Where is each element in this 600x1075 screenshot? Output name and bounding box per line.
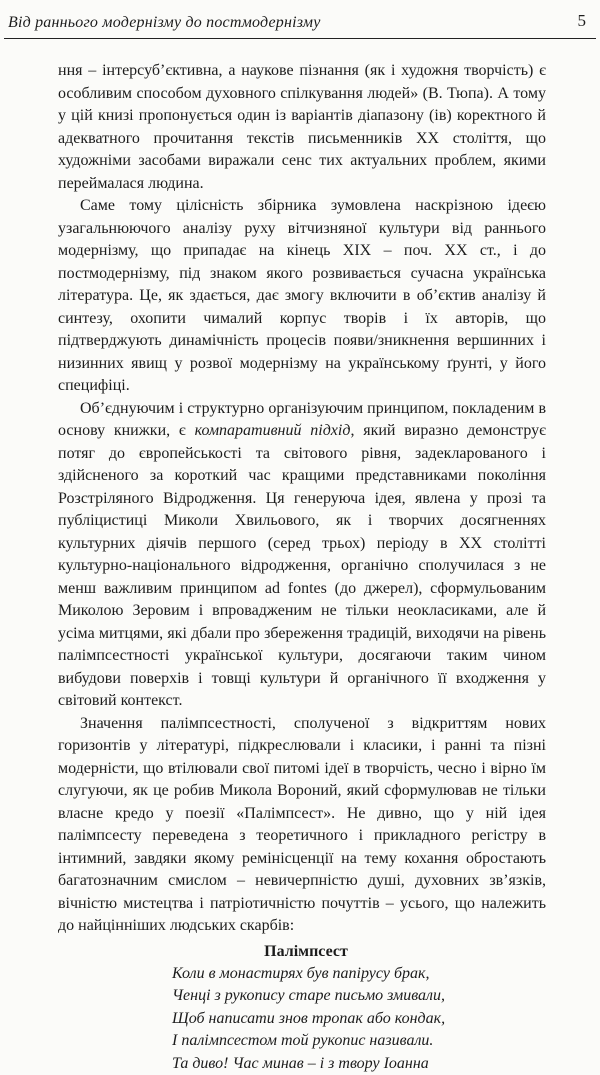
paragraph-text: Саме тому цілісність збірника зумовлена наскрізною ідеєю узагальнюючого аналізу руху вітчизняної культури від раннього модернізму, що припадає на кінець ХІХ – поч. ХХ ст., і до постмодернізму, під знаком якого розвивається сучасна українська література. Це, як здається, дає змогу включити в об’єктив аналізу й синтезу, охопити чималий корпус творів і їх авторів, що підтверджують динамічність процесів появи/зникнення вершинних і низинних явищ у розвої модернізму на українському ґрунті, у його специфіці. bbox=[58, 197, 546, 394]
page-header bbox=[0, 0, 600, 40]
poem bbox=[58, 941, 546, 1075]
poem-line: Та диво! Час минав – і з твору Іоанна bbox=[58, 1053, 546, 1075]
poem-title: Палімпсест bbox=[58, 941, 546, 963]
paragraph bbox=[58, 195, 546, 398]
header-rule bbox=[4, 38, 596, 39]
poem-line: Щоб написати знов тропак або кондак, bbox=[58, 1008, 546, 1031]
paragraphs bbox=[58, 60, 546, 938]
paragraph bbox=[58, 713, 546, 938]
paragraph-text: Значення палімпсестності, сполученої з відкриттям нових горизонтів у літературі, підкреслювали і класики, і ранні та пізні модерністи, що втілювали свої питомі ідеї в творчість, чесно і вірно їм слугуючи, як це робив Микола Вороний, який сформулював не тільки власне кредо у поезії «Палімпсест». Не дивно, що у ній ідея палімпсесту переведена з теоретичного і прикладного регістру в інтимний, завдяки якому ремінісценції на тему кохання обростають багатозначним смислом – невичерпністю душі, духовних зв’язків, вічністю мистецтва і патріотичністю почуттів – усього, що належить до найцінніших людських скарбів: bbox=[58, 715, 546, 935]
body-text bbox=[58, 60, 546, 1075]
paragraph-text: , який виразно демонструє потяг до європейськості та світового рівня, задекларованого і здійсненого за короткий час кращими представниками покоління Розстріляного Відродження. Ця генеруюча ідея, явлена у прозі та публіцистиці Миколи Хвильового, як і творчих досягненнях культурних діячів першого (серед трьох) періоду в ХХ столітті культурно-національного відродження, органічно сполучилася з не менш важливим принципом ad fontes (до джерел), сформульованим Миколою Зеровим і впровадженим не тільки неокласиками, але й усіма митцями, які дбали про збереження традицій, виходячи на рівень палімпсестності української культури, досягаючи таким чином вибудови поверхів і товщі культури й органічного її входження у світовий контекст. bbox=[58, 422, 546, 709]
running-title: Від раннього модернізму до постмодернізму bbox=[8, 14, 321, 32]
paragraph bbox=[58, 398, 546, 713]
emphasized-text: компаративний підхід bbox=[195, 422, 351, 439]
page-number: 5 bbox=[578, 11, 587, 31]
paragraph bbox=[58, 60, 546, 195]
poem-line: Коли в монастирях був папірусу брак, bbox=[58, 963, 546, 986]
paragraph-text: Об’єднуючим і структурно організуючим принципом, покладеним в основу книжки, є bbox=[58, 400, 546, 440]
poem-lines bbox=[58, 963, 546, 1075]
poem-line: Ченці з рукопису старе письмо змивали, bbox=[58, 985, 546, 1008]
paragraph-text: ння – інтерсуб’єктивна, а наукове пізнання (як і художня творчість) є особливим способом духовного спілкування людей» (В. Тюпа). А тому у цій книзі пропонується один із варіантів діапазону (ів) коректного й адекватного прочитання текстів письменників ХХ століття, що художніми засобами виражали сенс тих актуальних проблем, якими переймалася людина. bbox=[58, 62, 546, 192]
poem-line: І палімпсестом той рукопис називали. bbox=[58, 1030, 546, 1053]
